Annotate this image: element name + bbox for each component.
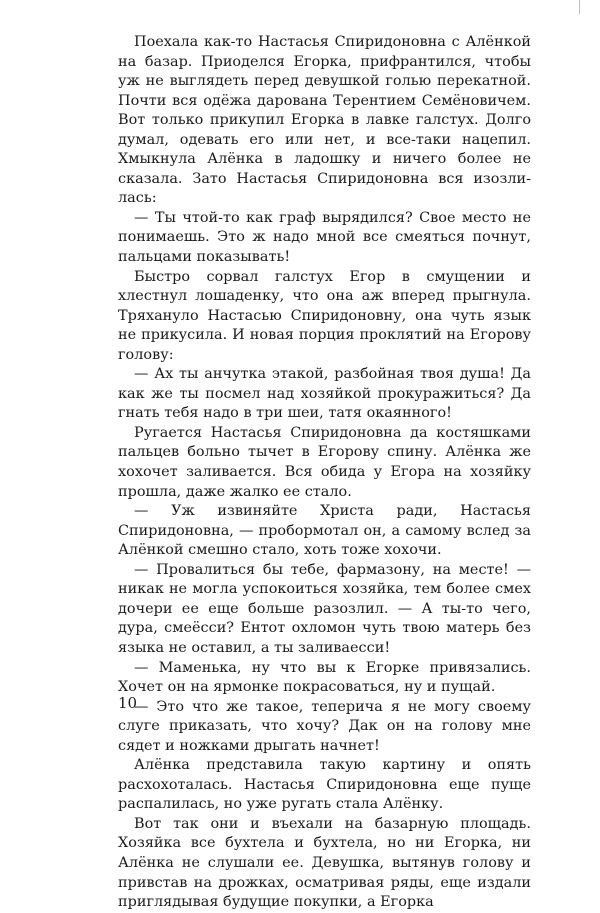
page-edge-line xyxy=(579,0,580,14)
page-body-text xyxy=(118,33,531,913)
paragraph: Алёнка представила такую картину и опять расхохоталась. Настасья Спиридоновна еще пуще распалилась, но уже ругать стала Алёнку. xyxy=(118,757,531,813)
paragraph: — Это что же такое, теперича я не могу своему слуге приказать, что хочу? Дак он на голову мне сядет и ножками дрыгать начнет! xyxy=(118,698,531,754)
paragraph: — Маменька, ну что вы к Егорке привязались. Хочет он на ярмонке покрасоваться, ну и пущай. xyxy=(118,659,531,696)
paragraph: Поехала как-то Настасья Спиридоновна с Алёнкой на базар. Приоделся Егорка, прифрантился, чтобы уж не выглядеть перед девушкой голью перекатной. Почти вся одёжа дарована Терентием Семёновичем. Вот только прикупил Егорка в лавке галстух. Долго думал, одевать его или нет, и все-таки нацепил. Хмыкнула Алёнка в ладошку и ничего более не сказала. Зато Настасья Спиридоновна вся изозлилась: xyxy=(118,34,531,207)
page-number: 10 xyxy=(118,694,138,712)
paragraph: Быстро сорвал галстух Егор в смущении и хлестнул лошаденку, что она аж вперед прыгнула. Тряхануло Настасью Спиридоновну, она чуть язык не прикусила. И новая порция проклятий на Егорову голову: xyxy=(118,268,531,363)
paragraph: — Провалиться бы тебе, фармазону, на месте! — никак не могла успокоиться хозяйка, тем более смех дочери ее еще больше разозлил. — А ты-то чего, дура, смеёсси? Ентот охломон чуть твою матерь без языка не оставил, а ты заливаесси! xyxy=(118,561,531,656)
paragraph: — Ты чтой-то как граф вырядился? Свое место не понимаешь. Это ж надо мной все смеяться почнут, пальцами показывать! xyxy=(118,209,531,266)
paragraph: — Уж извиняйте Христа ради, Настасья Спиридоновна, — пробормотал он, а самому вслед за Алёнкой смешно стало, хоть тоже хохочи. xyxy=(118,503,531,559)
paragraph: Ругается Настасья Спиридоновна да костяшками пальцев больно тычет в Егорову спину. Алёнка же хохочет заливается. Вся обида у Егора на хозяйку прошла, даже жалко ее стало. xyxy=(118,424,531,500)
paragraph: — Ах ты анчутка этакой, разбойная твоя душа! Да как же ты посмел над хозяйкой прокуражиться? Да гнать тебя надо в три шеи, татя окаянного! xyxy=(118,366,531,422)
paragraph: Вот так они и въехали на базарную площадь. Хозяйка все бухтела и бухтела, но ни Егорка, ни Алёнка не слушали ее. Девушка, вытянув голову и привстав на дрожках, осматривая ряды, еще издали приглядывая будущие покупки, а Егорка xyxy=(118,815,531,911)
